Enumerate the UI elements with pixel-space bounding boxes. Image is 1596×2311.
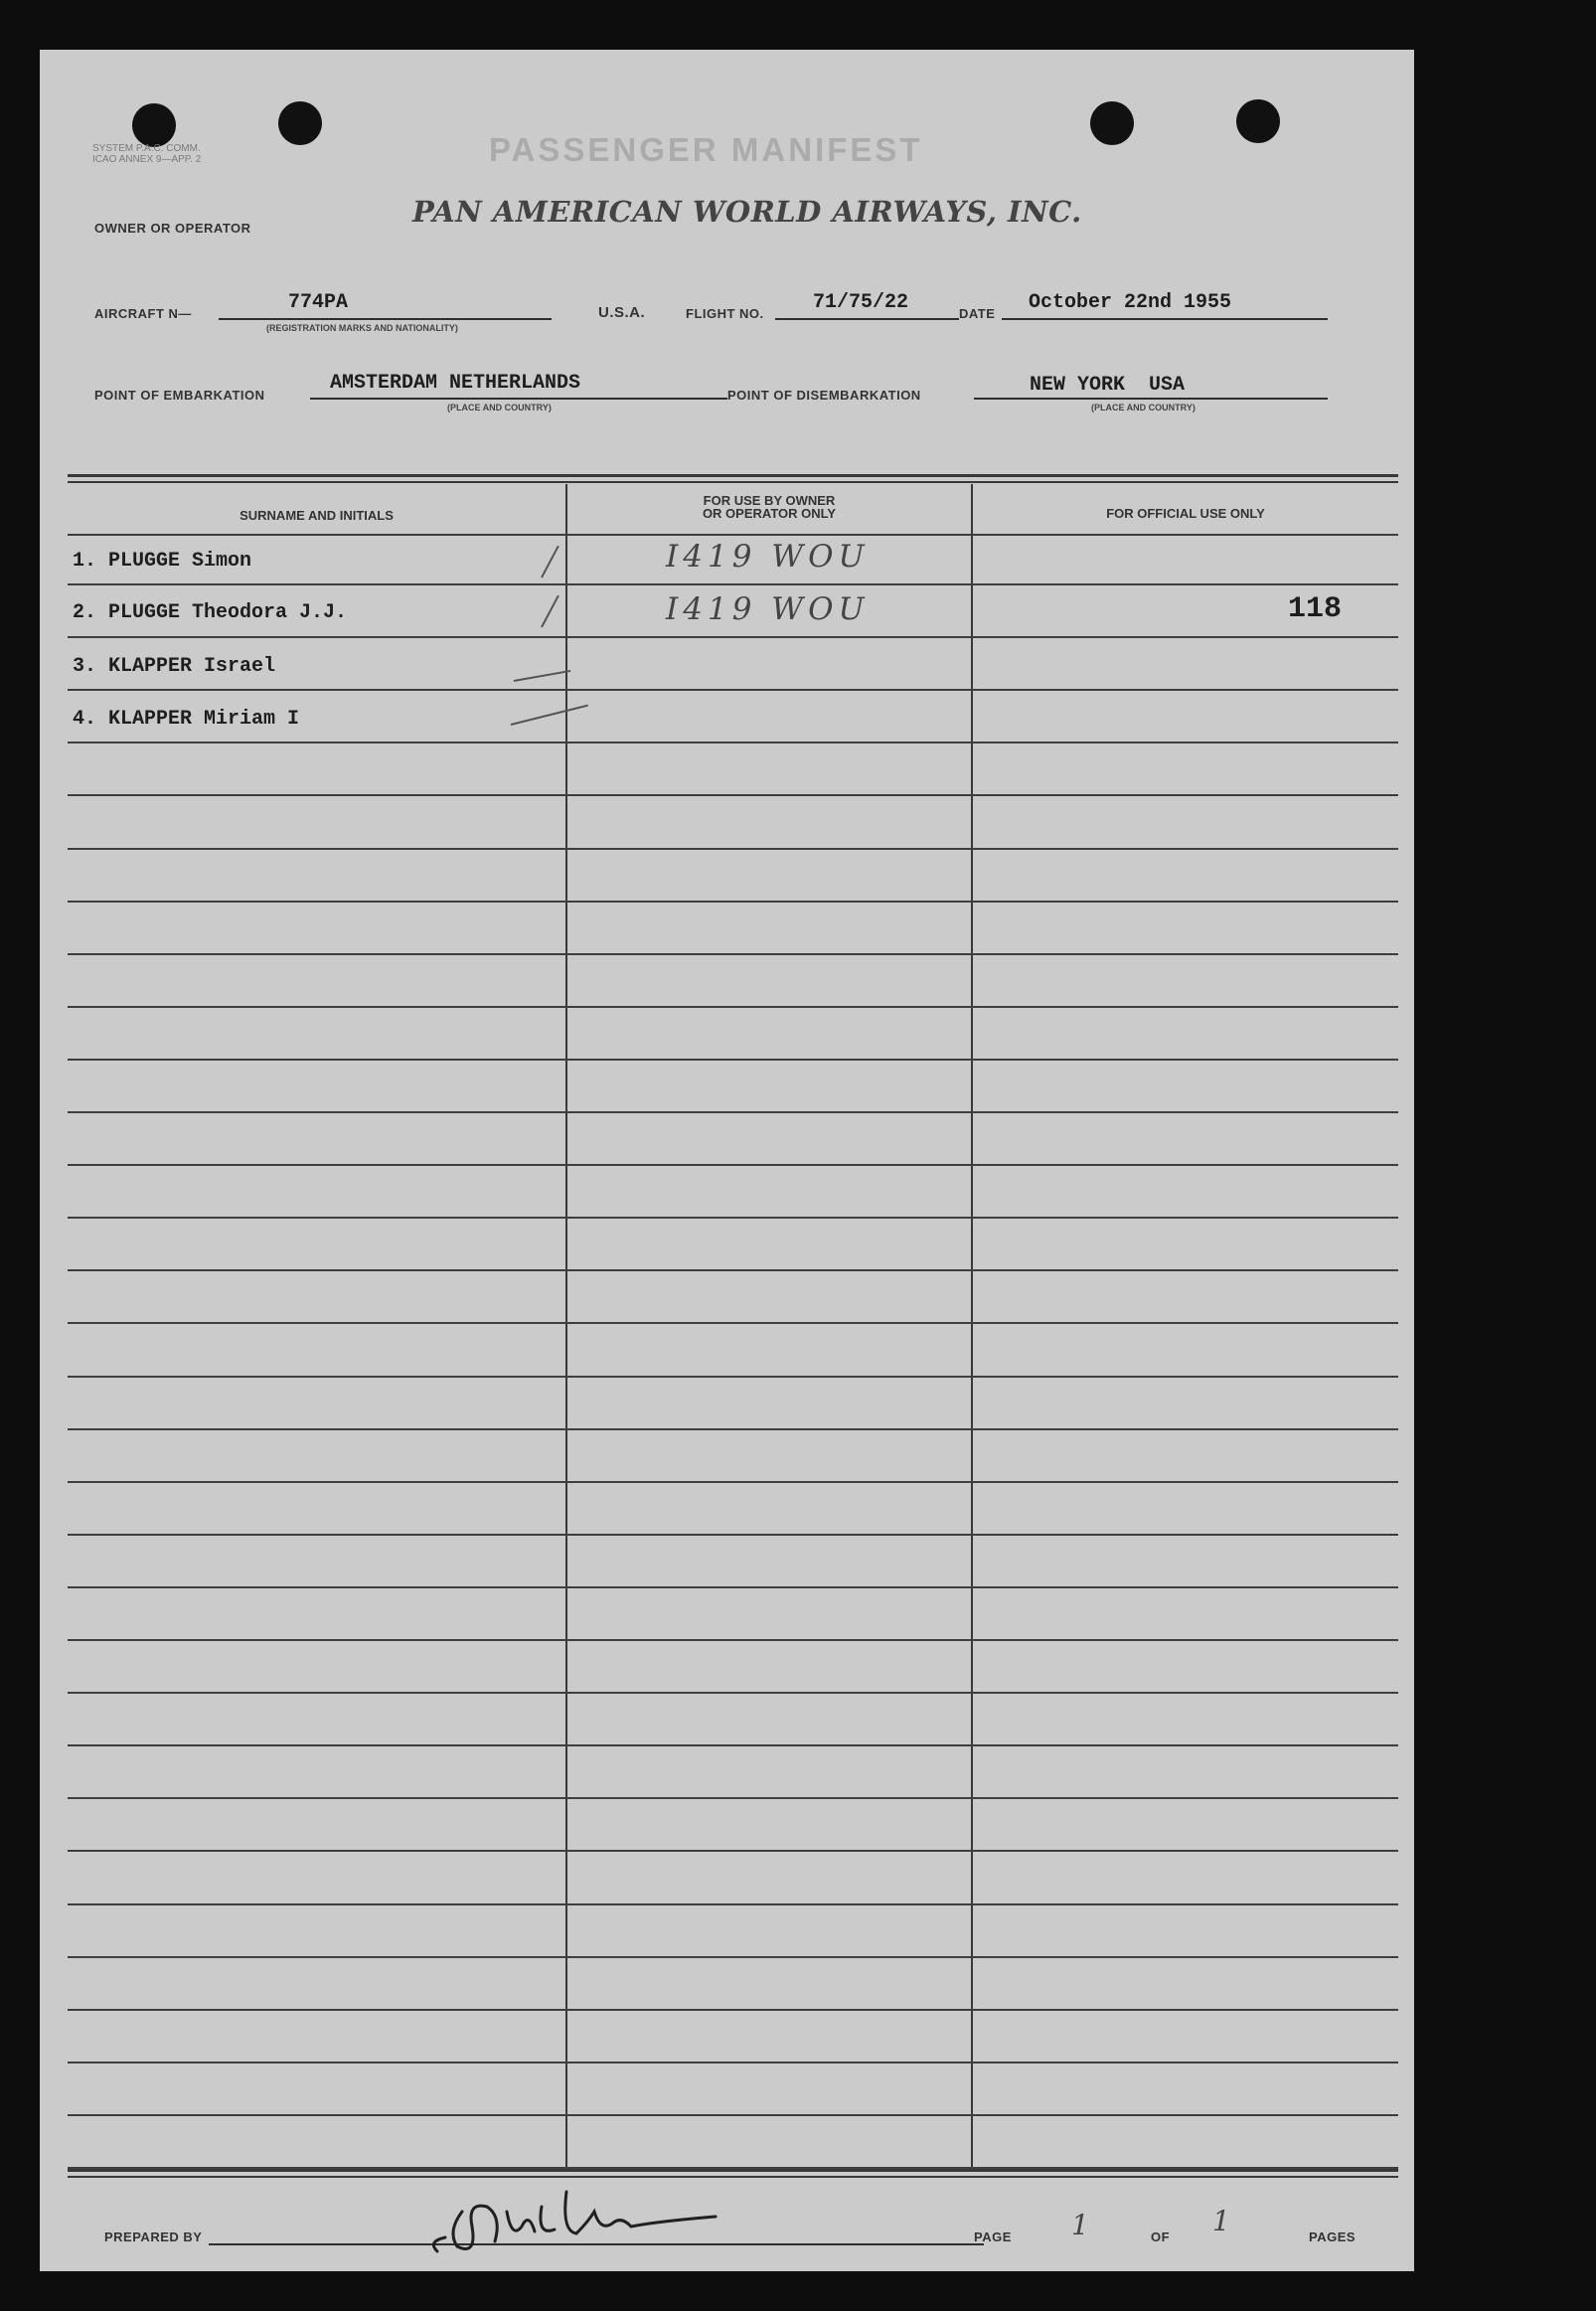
- passenger-entry: 1. PLUGGE Simon: [73, 550, 252, 573]
- page-title: PASSENGER MANIFEST: [489, 131, 923, 168]
- disembarkation-underline: [974, 398, 1328, 400]
- row-rule: [68, 1428, 1398, 1430]
- column-divider-2: [971, 484, 973, 2169]
- aircraft-underline: [219, 318, 552, 320]
- check-mark: [511, 705, 588, 726]
- disembarkation-value: NEW YORK USA: [1030, 374, 1186, 397]
- row-rule: [68, 2062, 1398, 2063]
- row-rule: [68, 1692, 1398, 1694]
- pages-label: PAGES: [1309, 2229, 1357, 2244]
- row-rule: [68, 1006, 1398, 1008]
- row-rule: [68, 901, 1398, 903]
- row-rule: [68, 1903, 1398, 1905]
- date-value: October 22nd 1955: [1029, 291, 1232, 314]
- owner-label: OWNER OR OPERATOR: [94, 221, 251, 236]
- embarkation-label: POINT OF EMBARKATION: [94, 388, 265, 403]
- row-rule: [68, 794, 1398, 796]
- row-rule: [68, 1269, 1398, 1271]
- page-total: 1: [1212, 2205, 1235, 2237]
- row-rule: [68, 1164, 1398, 1166]
- column-header-official-use: FOR OFFICIAL USE ONLY: [1106, 506, 1265, 521]
- row-rule: [68, 1639, 1398, 1641]
- aircraft-value: 774PA: [288, 291, 349, 314]
- embarkation-value: AMSTERDAM NETHERLANDS: [330, 372, 581, 395]
- table-top-rule-2: [68, 481, 1398, 483]
- column-divider-1: [565, 484, 567, 2169]
- flight-label: FLIGHT NO.: [686, 306, 764, 321]
- owner-note: I419 WOU: [666, 591, 870, 627]
- column-header-owner-use: FOR USE BY OWNER OR OPERATOR ONLY: [702, 493, 837, 521]
- disembarkation-caption: (PLACE AND COUNTRY): [1091, 403, 1196, 413]
- row-rule: [68, 1797, 1398, 1799]
- embarkation-caption: (PLACE AND COUNTRY): [447, 403, 552, 413]
- prepared-by-label: PREPARED BY: [104, 2229, 203, 2244]
- passenger-entry: 2. PLUGGE Theodora J.J.: [73, 601, 348, 624]
- row-rule: [68, 848, 1398, 850]
- page-number: 1: [1071, 2209, 1094, 2241]
- row-rule: [68, 1376, 1398, 1378]
- embarkation-underline: [310, 398, 727, 400]
- preparer-signature: [417, 2172, 735, 2261]
- aircraft-label: AIRCRAFT N—: [94, 306, 192, 321]
- page-label: PAGE: [974, 2229, 1012, 2244]
- row-rule: [68, 1111, 1398, 1113]
- row-rule: [68, 1744, 1398, 1746]
- flight-value: 71/75/22: [813, 291, 909, 314]
- passenger-entry: 3. KLAPPER Israel: [73, 655, 276, 678]
- row-rule: [68, 1322, 1398, 1324]
- check-mark: [541, 595, 559, 628]
- row-rule: [68, 689, 1398, 691]
- check-mark: [541, 546, 559, 578]
- check-mark: [514, 670, 570, 682]
- punch-hole-1: [132, 103, 176, 147]
- row-rule: [68, 1586, 1398, 1588]
- date-label: DATE: [959, 306, 996, 321]
- row-rule: [68, 583, 1398, 585]
- row-rule: [68, 1850, 1398, 1852]
- flight-underline: [775, 318, 959, 320]
- row-rule: [68, 742, 1398, 743]
- row-rule: [68, 1534, 1398, 1536]
- disembarkation-label: POINT OF DISEMBARKATION: [727, 388, 921, 403]
- owner-note: I419 WOU: [666, 539, 870, 575]
- row-rule: [68, 1217, 1398, 1219]
- date-underline: [1002, 318, 1328, 320]
- country-label: U.S.A.: [598, 304, 646, 321]
- punch-hole-4: [1236, 99, 1280, 143]
- column-header-surname: SURNAME AND INITIALS: [239, 508, 394, 523]
- row-rule: [68, 953, 1398, 955]
- form-code: SYSTEM P.A.C. COMM. ICAO ANNEX 9—APP. 2: [92, 143, 202, 165]
- row-rule: [68, 1956, 1398, 1958]
- punch-hole-2: [278, 101, 322, 145]
- row-rule: [68, 636, 1398, 638]
- row-rule: [68, 2114, 1398, 2116]
- aircraft-caption: (REGISTRATION MARKS AND NATIONALITY): [266, 323, 458, 333]
- row-rule: [68, 1481, 1398, 1483]
- row-rule: [68, 2009, 1398, 2011]
- of-label: OF: [1151, 2229, 1171, 2244]
- official-note: 118: [1288, 592, 1343, 626]
- operator-name: PAN AMERICAN WORLD AIRWAYS, INC.: [412, 195, 1082, 229]
- row-rule: [68, 534, 1398, 536]
- passenger-entry: 4. KLAPPER Miriam I: [73, 708, 300, 731]
- table-top-rule: [68, 474, 1398, 477]
- manifest-sheet: [40, 50, 1414, 2271]
- row-rule: [68, 1059, 1398, 1061]
- punch-hole-3: [1090, 101, 1134, 145]
